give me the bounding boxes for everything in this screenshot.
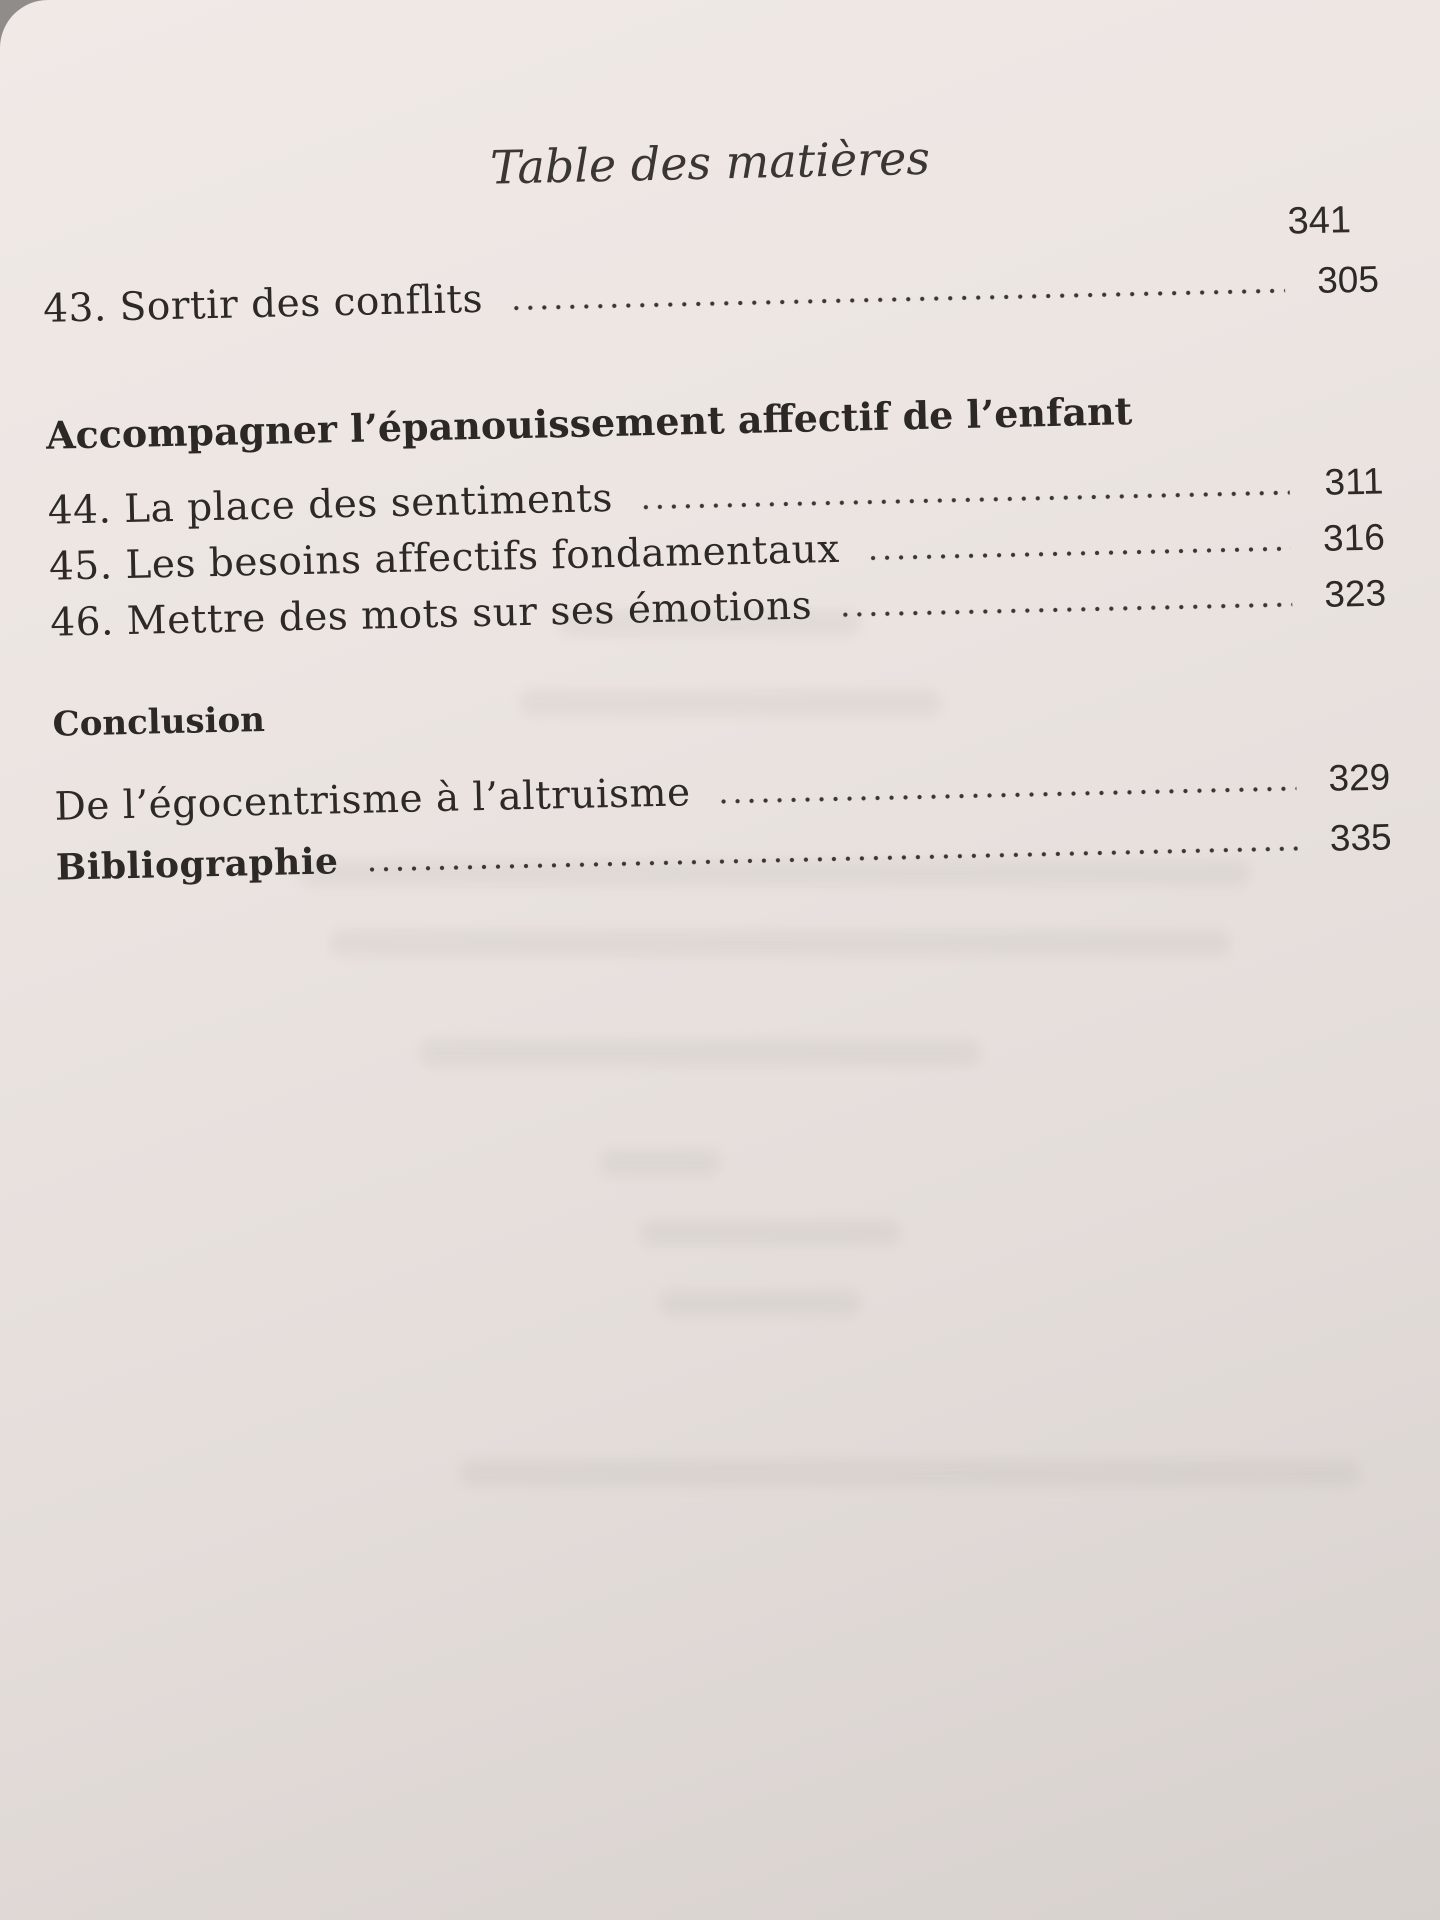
toc-entry-bibliographie xyxy=(55,816,1392,888)
toc-entry-page: 305 xyxy=(1316,258,1380,301)
dot-leader xyxy=(866,545,1291,561)
dot-leader xyxy=(364,846,1297,873)
toc-entry-page: 323 xyxy=(1323,572,1387,615)
toc-entry-label: Bibliographie xyxy=(55,840,339,889)
toc-entry-43 xyxy=(43,257,1380,332)
page-number: 341 xyxy=(1287,199,1352,243)
toc-entry-label: 46. Mettre des mots sur ses émotions xyxy=(49,583,813,646)
dot-leader xyxy=(838,601,1292,617)
toc-entry-label: 44. La place des sentiments xyxy=(47,475,614,534)
toc-entry-page: 335 xyxy=(1329,816,1393,859)
section-heading-accompagner: Accompagner l’épanouissement affectif de l’enfant xyxy=(45,388,1133,458)
toc-entry-page: 316 xyxy=(1322,516,1386,559)
toc-entry-label: De l’égocentrisme à l’altruisme xyxy=(54,770,692,830)
toc-entry-conclusion xyxy=(54,754,1391,829)
toc-entry-label: 45. Les besoins affectifs fondamentaux xyxy=(48,526,841,590)
dot-leader xyxy=(717,785,1297,804)
toc-entry-page: 329 xyxy=(1328,756,1391,799)
dot-leader xyxy=(639,489,1290,510)
running-head-title: Table des matières xyxy=(489,130,931,195)
toc-entry-page: 311 xyxy=(1324,460,1384,503)
section-heading-conclusion: Conclusion xyxy=(52,699,266,745)
toc-entry-label: 43. Sortir des conflits xyxy=(42,276,484,332)
dot-leader xyxy=(509,287,1285,311)
